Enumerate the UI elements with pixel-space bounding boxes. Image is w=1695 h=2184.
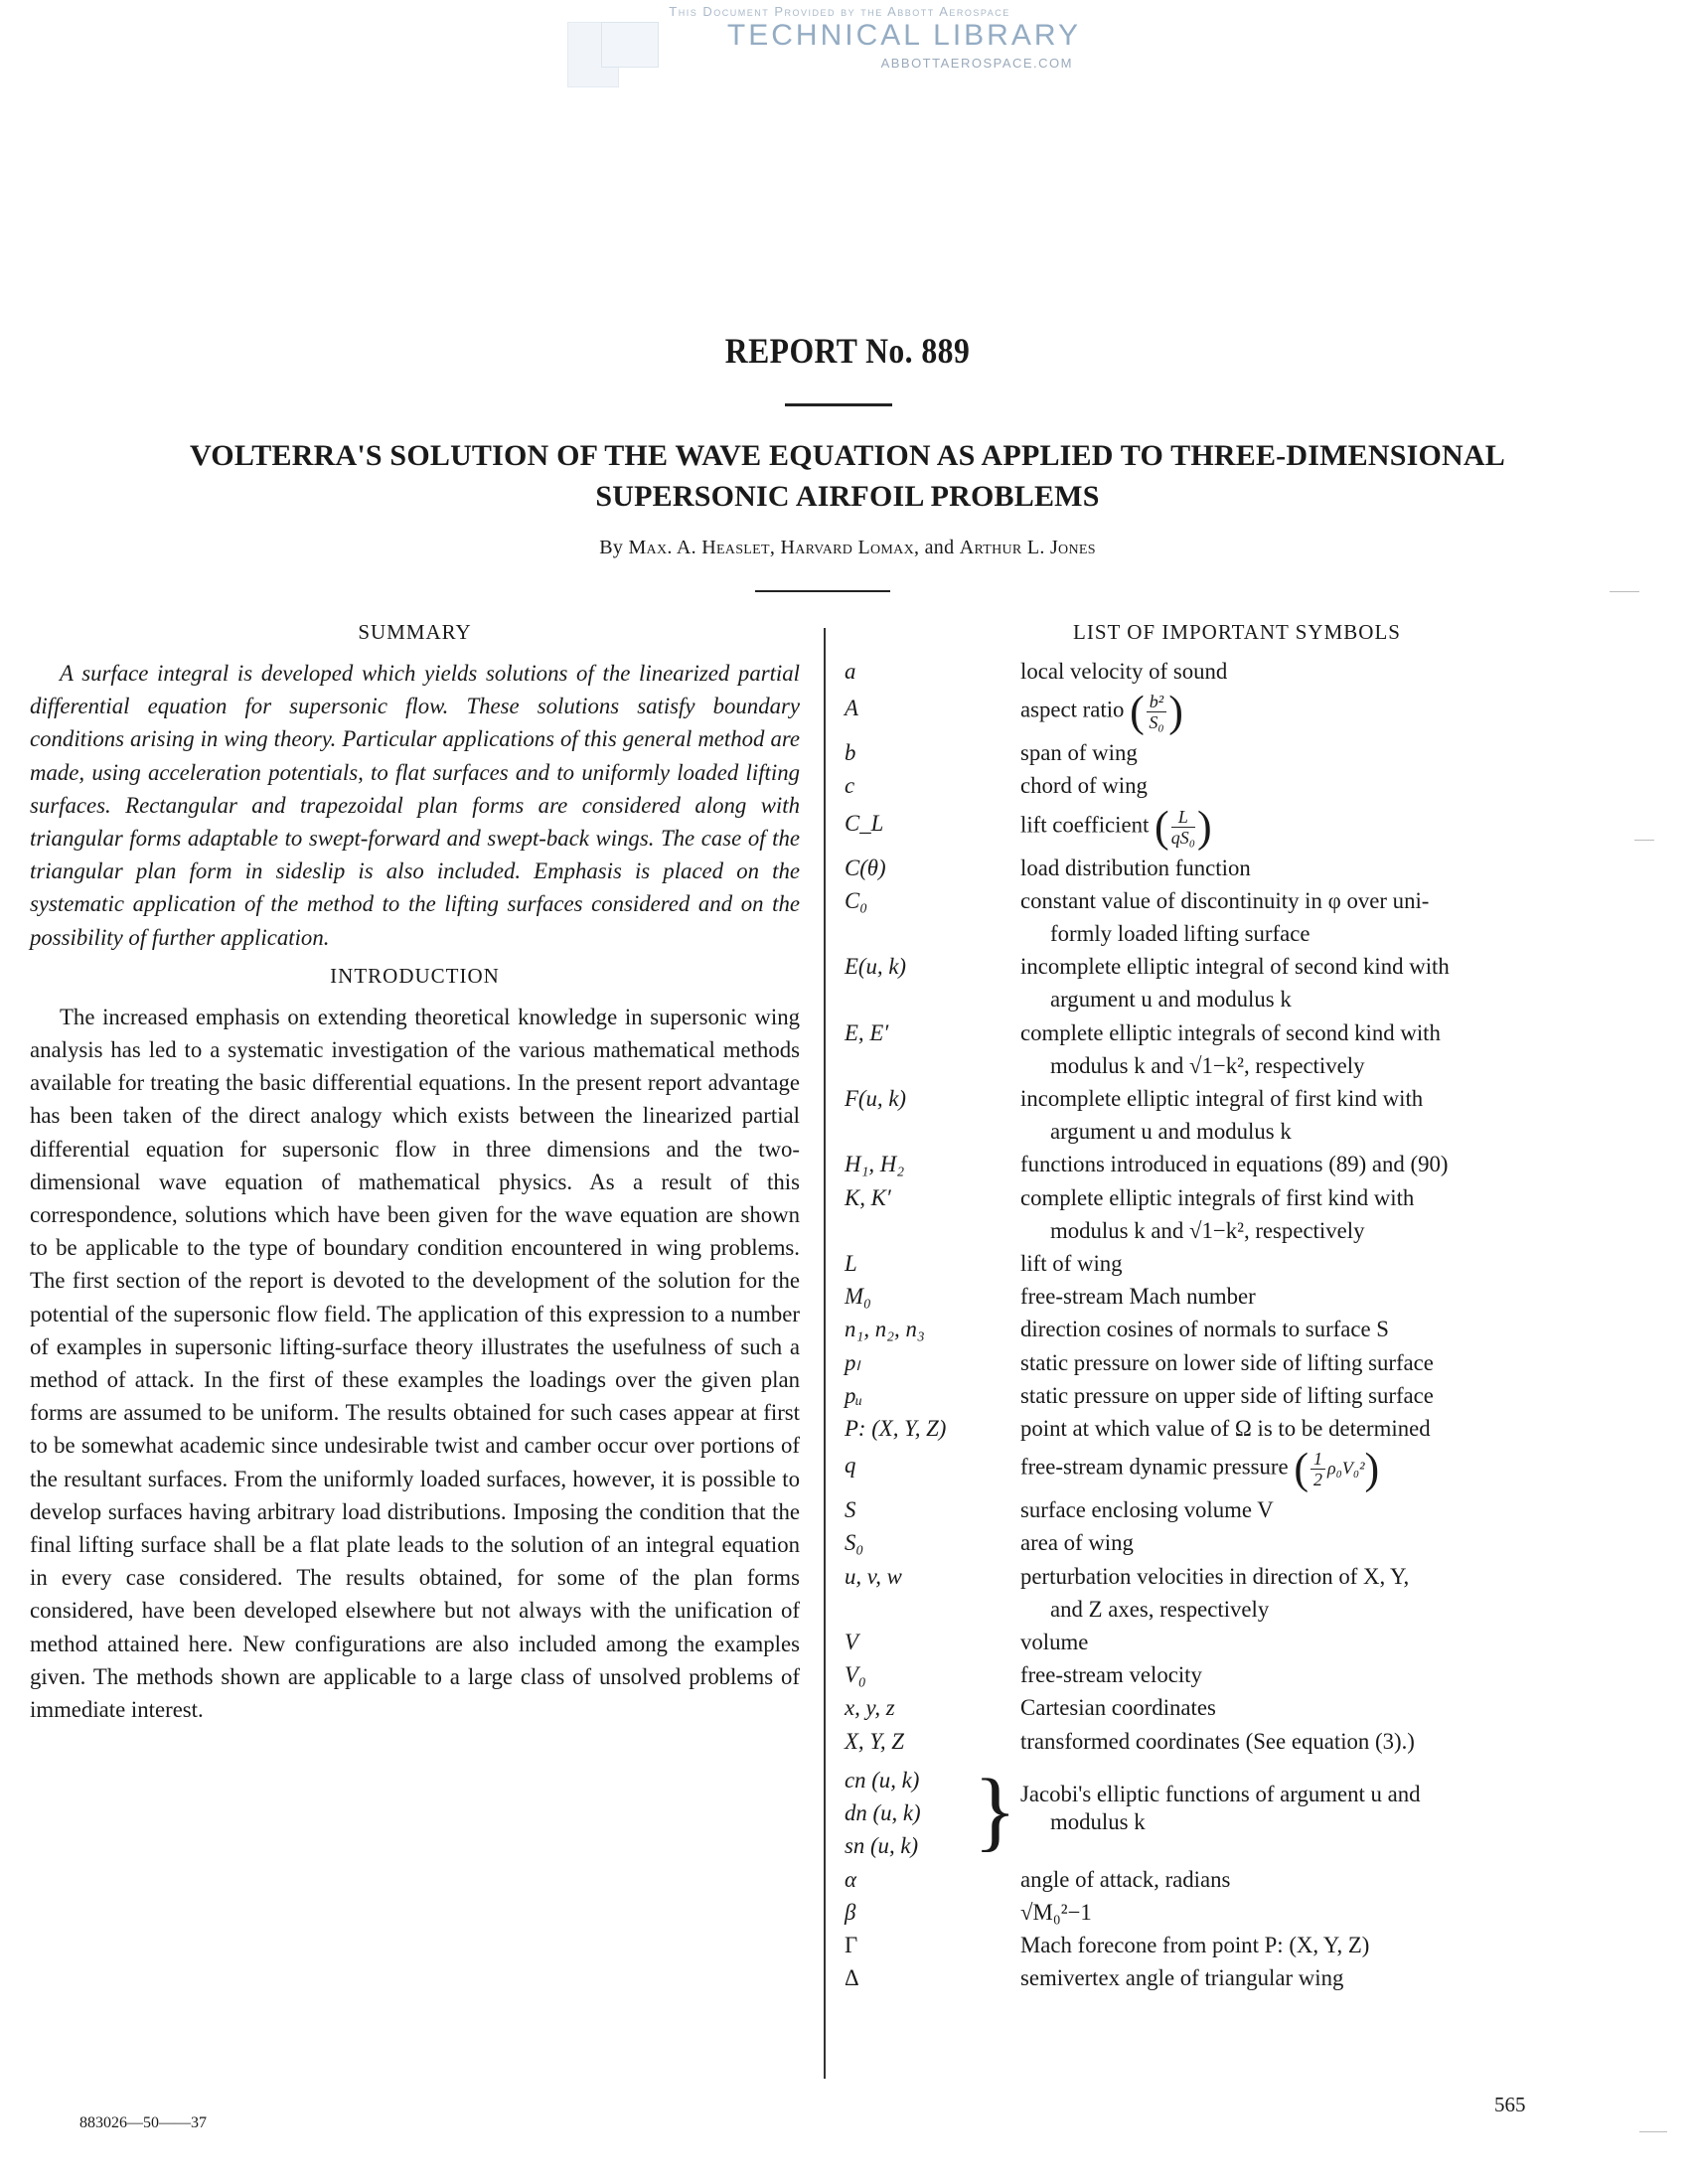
print-code: 883026—50——37 [79,2114,207,2131]
symbol-description-text: Jacobi's elliptic functions of argument u and [1020,1781,1421,1806]
right-paren: ) [1168,687,1183,736]
symbol-row [845,1346,1629,1379]
symbol-row [845,1148,1629,1180]
symbol: S [845,1497,856,1523]
symbol-description [1020,802,1629,852]
symbol-description-text: incomplete elliptic integral of second kind with [1020,954,1450,980]
symbol-row [845,802,1629,852]
symbol-row [845,1444,1629,1493]
symbol-description-text: complete elliptic integrals of first kind with [1020,1184,1415,1210]
symbol-row [845,1560,1629,1626]
symbol-description-text: Cartesian coordinates [1020,1695,1216,1721]
symbol-description-text: surface enclosing volume V [1020,1497,1274,1523]
symbol-row [845,1016,1629,1082]
symbol: sn (u, k) [845,1833,919,1859]
fraction-numerator: 1 [1310,1449,1325,1470]
symbol-description-text: incomplete elliptic integral of first kind with [1020,1086,1424,1112]
symbol: c [845,773,855,799]
fraction [1171,807,1195,848]
symbol-description-text: span of wing [1020,740,1138,766]
symbol-description [1020,1626,1629,1658]
symbol-description-text: perturbation velocities in direction of X, Y, [1020,1563,1410,1589]
fraction-numerator: L [1171,807,1195,828]
symbol-description-text: free-stream Mach number [1020,1284,1256,1310]
fraction-numerator: b² [1147,692,1166,712]
symbol: C_L [845,810,884,836]
symbol-description-text: free-stream velocity [1020,1662,1202,1688]
symbol-row [845,1725,1629,1758]
symbol-row [845,1247,1629,1280]
left-paren: ( [1155,802,1169,852]
symbol-description-text: area of wing [1020,1530,1134,1556]
symbol-description-text: load distribution function [1020,855,1251,880]
paper-title-line1: VOLTERRA'S SOLUTION OF THE WAVE EQUATION AS APPLIED TO THREE-DIMENSIONAL [190,439,1505,472]
watermark-url: ABBOTTAEROSPACE.COM [880,56,1073,71]
symbol: H₁, H₂ [845,1152,905,1177]
symbol: Δ [845,1965,859,1991]
byline-prefix: By [599,537,624,558]
symbol-description-continued: argument u and modulus k [1050,987,1292,1013]
symbol-description [1020,1247,1629,1280]
symbol: A [845,696,858,721]
symbol-row [845,1658,1629,1691]
symbol: V₀ [845,1662,866,1688]
byline [0,537,1695,559]
symbol: a [845,659,856,684]
symbol: E, E′ [845,1019,889,1045]
symbol-row [845,1526,1629,1559]
symbol-row [845,1379,1629,1412]
left-paren: ( [1130,687,1145,736]
symbol-description [1020,1658,1629,1691]
symbol: C(θ) [845,855,886,880]
symbol-description [1020,1082,1629,1148]
symbol: n₁, n₂, n₃ [845,1317,925,1342]
jacobi-functions-row [845,1761,1629,1863]
symbol-row [845,1082,1629,1148]
watermark-provided-by: This Document Provided by the Abbott Aerospace [669,4,1010,19]
symbol: pᵤ [845,1382,863,1408]
symbol-description-continued: argument u and modulus k [1050,1119,1292,1145]
symbol: P: (X, Y, Z) [845,1416,947,1442]
symbol-row [845,687,1629,736]
symbol: X, Y, Z [845,1728,904,1754]
scan-artifact [1639,2131,1667,2132]
byline-separator: , [769,537,776,558]
symbol-description-text: direction cosines of normals to surface S [1020,1317,1389,1342]
title-rule-bottom [755,590,890,592]
left-paren: ( [1294,1444,1309,1493]
symbol-row [845,852,1629,884]
author: Arthur L. Jones [959,537,1096,558]
symbol-description-text: aspect ratio [1020,697,1125,722]
report-number: REPORT No. 889 [724,331,971,371]
symbol-description [1020,769,1629,802]
symbol-description-text: complete elliptic integrals of second kind with [1020,1019,1441,1045]
symbol-description [1020,736,1629,769]
fraction-denominator: qS₀ [1170,827,1195,848]
symbol-description: angle of attack, radians [1020,1866,1231,1892]
symbol-description [1020,1526,1629,1559]
symbol-description [1020,655,1629,688]
symbol: F(u, k) [845,1086,907,1112]
byline-separator: , and [914,537,955,558]
symbol: cn (u, k) [845,1767,920,1793]
symbol: Γ [845,1932,858,1957]
symbol-description [1020,950,1629,1015]
symbol-description-continued: and Z axes, respectively [1050,1596,1270,1622]
symbol-description-continued: modulus k and √1−k², respectively [1050,1217,1365,1243]
symbols-list [845,655,1629,1994]
symbol: q [845,1453,856,1479]
symbol-description: semivertex angle of triangular wing [1020,1965,1344,1991]
symbol-description-text: point at which value of Ω is to be determined [1020,1416,1431,1442]
symbol-description [1020,1181,1629,1247]
symbol-description: √M₀²−1 [1020,1899,1092,1925]
symbol: x, y, z [845,1695,895,1721]
author: Harvard Lomax [780,537,914,558]
fraction [1310,1449,1325,1489]
symbol-description-text: constant value of discontinuity in φ over uni- [1020,887,1430,913]
symbol-description-text: transformed coordinates (See equation (3).) [1020,1728,1415,1754]
symbol-description [1020,1444,1629,1493]
symbol-description-text: lift coefficient [1020,812,1150,838]
symbol: E(u, k) [845,954,907,980]
symbol-description [1020,852,1629,884]
symbol-row [845,950,1629,1015]
symbol-description [1020,1148,1629,1180]
scan-artifact [1610,591,1639,592]
symbol-row [845,736,1629,769]
symbol-description-continued: modulus k [1050,1809,1146,1835]
fraction-denominator: 2 [1313,1470,1322,1490]
symbol: α [845,1866,856,1892]
symbol-row [845,1626,1629,1658]
symbol-row [845,1181,1629,1247]
symbol-row [845,1313,1629,1345]
symbol: M₀ [845,1284,871,1310]
symbol-row [845,1691,1629,1724]
symbol-description-text: local velocity of sound [1020,659,1228,684]
symbol-description-text: functions introduced in equations (89) and (90) [1020,1152,1449,1177]
symbol-description-continued: formly loaded lifting surface [1050,921,1310,947]
paper-title [0,435,1695,517]
paper-title-line2: SUPERSONIC AIRFOIL PROBLEMS [595,480,1100,513]
symbol-row [845,1493,1629,1526]
page-number: 565 [1494,2093,1526,2116]
symbol-description [1020,1016,1629,1082]
symbol-description-text: static pressure on upper side of lifting surface [1020,1382,1434,1408]
symbol: C₀ [845,887,868,913]
jacobi-symbols [845,1764,974,1863]
symbol-row [845,1863,1629,1896]
symbol-description [1020,1725,1629,1758]
symbol-row [845,655,1629,688]
symbols-heading: LIST OF IMPORTANT SYMBOLS [1073,620,1401,644]
author: Max. A. Heaslet [628,537,770,558]
symbol: pₗ [845,1349,860,1375]
symbol-description-text: static pressure on lower side of lifting surface [1020,1349,1434,1375]
symbol-description [1020,687,1629,736]
symbol-description-text: free-stream dynamic pressure [1020,1455,1289,1480]
symbol-description [1020,1346,1629,1379]
symbol: L [845,1251,857,1277]
symbol-description [1020,1493,1629,1526]
left-column [30,620,800,1726]
introduction-text: The increased emphasis on extending theoretical knowledge in supersonic wing analysis has led to a systematic investigation of the various mathematical methods available for treating the basic differential equations. In the present report advantage has been taken of the direct analogy which exists between the linearized partial differential equation for supersonic flow in three dimensions and the two-dimensional wave equation of mathematical physics. As a result of this correspondence, solutions which have been given for the wave equation are shown to be applicable to the type of boundary condition encountered in wing problems. The first section of the report is devoted to the development of the solution for the potential of the supersonic flow field. The application of this expression to a number of examples in supersonic lifting-surface theory illustrates the usefulness of such a method of attack. In the first of these examples the loadings over the given plan forms are assumed to be uniform. The results obtained for such cases appear at first to be somewhat academic since undesirable twist and camber occur over portions of the resultant surfaces. From the uniformly loaded surfaces, however, it is possible to develop surfaces having arbitrary load distributions. Imposing the condition that the final lifting surface shall be a flat plate leads to the solution of an integral equation in every case considered. The results obtained, for some of the plan forms considered, have been developed elsewhere but not always with the unification of method attained here. New configurations are also included among the examples given. The methods shown are applicable to a large class of unsolved problems of immediate interest. [30,1004,800,1723]
scan-artifact [1634,840,1654,841]
symbol-description [1020,1560,1629,1626]
summary-heading: SUMMARY [358,620,472,644]
right-column [845,620,1629,1994]
right-paren: ) [1364,1444,1380,1493]
symbol: b [845,740,856,766]
symbol-description [1020,1691,1629,1724]
fraction-denominator: S₀ [1149,712,1164,733]
symbol-description: Mach forecone from point P: (X, Y, Z) [1020,1932,1370,1957]
symbol: V [845,1630,858,1655]
symbol-row [845,1280,1629,1313]
symbol: u, v, w [845,1563,902,1589]
symbol-description-text: chord of wing [1020,773,1148,799]
symbol-row [845,769,1629,802]
symbol-description-text: lift of wing [1020,1251,1123,1277]
summary-text: A surface integral is developed which yields solutions of the linearized partial differential equation for supersonic flow. These solutions satisfy boundary conditions arising in wing theory. Particular applications of this general method are made, using acceleration potentials, to flat surfaces and to uniformly loaded lifting surfaces. Rectangular and trapezoidal plan forms are considered along with triangular forms adaptable to swept-forward and swept-back wings. The case of the triangular plan form in sideslip is also included. Emphasis is placed on the systematic application of the method to the lifting surfaces considered and on the possibility of further application. [30,661,800,950]
symbol: S₀ [845,1530,864,1556]
watermark [0,0,1695,89]
column-divider [824,628,826,2079]
symbol: dn (u, k) [845,1800,921,1826]
right-brace: } [974,1761,1017,1860]
symbol-row [845,884,1629,950]
symbol-description [1020,1764,1629,1863]
symbol-description-text: volume [1020,1630,1089,1655]
symbol-description [1020,1412,1629,1445]
right-paren: ) [1196,802,1212,852]
fraction-tail: ρ₀V₀² [1327,1459,1365,1479]
symbol-description [1020,1313,1629,1345]
title-rule-top [785,403,892,406]
symbol-row [845,1412,1629,1445]
symbol-row [845,1929,1629,1961]
symbol: K, K′ [845,1184,891,1210]
symbol-description-continued: modulus k and √1−k², respectively [1050,1052,1365,1078]
symbol-row [845,1896,1629,1929]
fraction [1147,692,1166,732]
symbol: β [845,1899,856,1925]
watermark-library-name: TECHNICAL LIBRARY [726,19,1081,52]
symbol-description [1020,884,1629,950]
introduction-heading: INTRODUCTION [330,963,500,988]
symbol-description [1020,1280,1629,1313]
symbol-description [1020,1379,1629,1412]
symbol-row [845,1961,1629,1994]
